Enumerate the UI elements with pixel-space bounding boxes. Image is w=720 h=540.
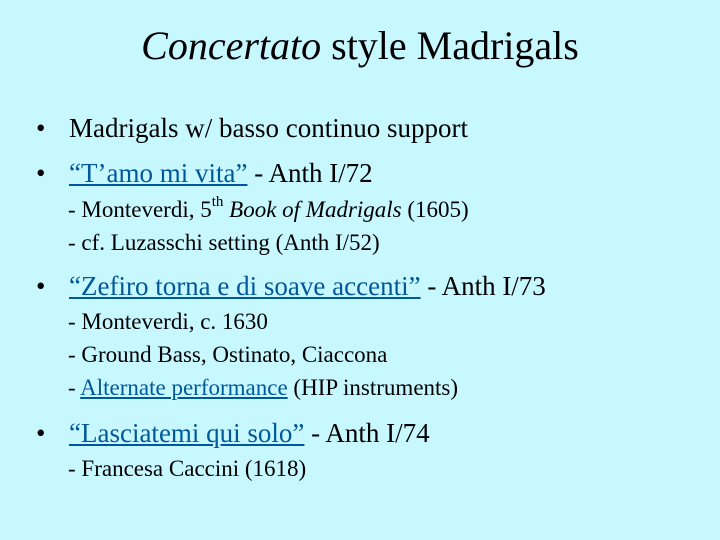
sub-item-luzasschi: [68, 228, 380, 258]
bullet-icon: •: [36, 418, 46, 448]
sub-text: - Francesa Caccini (1618): [68, 456, 307, 481]
sub-italic: Book of Madrigals: [223, 197, 402, 222]
sub-item-monteverdi-5th: [68, 195, 469, 225]
title-rest: style Madrigals: [321, 23, 579, 68]
bullet-icon: •: [36, 271, 46, 301]
bullet-text: - Anth I/74: [304, 418, 430, 448]
sub-text: - Monteverdi, c. 1630: [68, 309, 268, 334]
tamo-mi-vita-link[interactable]: “T’amo mi vita”: [69, 158, 248, 188]
zefiro-torna-link[interactable]: “Zefiro torna e di soave accenti”: [69, 271, 421, 301]
slide-title: [0, 22, 720, 70]
sub-item-monteverdi-1630: [68, 307, 268, 337]
sub-text: -: [68, 375, 81, 400]
alternate-performance-link[interactable]: Alternate performance: [80, 375, 288, 400]
sub-superscript: th: [211, 194, 224, 211]
sub-text: - Monteverdi, 5: [68, 197, 212, 222]
sub-item-caccini: [68, 454, 306, 484]
sub-item-ground-bass: [68, 340, 387, 370]
sub-text: (HIP instruments): [287, 375, 459, 400]
bullet-icon: •: [36, 158, 46, 188]
title-italic: Concertato: [141, 23, 322, 68]
bullet-item-lasciatemi: [36, 417, 430, 449]
bullet-item-zefiro: [36, 270, 546, 302]
bullet-item-tamo: [36, 157, 373, 189]
sub-text: - Ground Bass, Ostinato, Ciaccona: [68, 342, 388, 367]
bullet-icon: •: [36, 113, 46, 143]
sub-text: (1605): [401, 197, 469, 222]
lasciatemi-qui-solo-link[interactable]: “Lasciatemi qui solo”: [69, 418, 305, 448]
bullet-text: - Anth I/73: [420, 271, 546, 301]
bullet-text: Madrigals w/ basso continuo support: [69, 113, 468, 143]
bullet-text: - Anth I/72: [247, 158, 373, 188]
sub-text: - cf. Luzasschi setting (Anth I/52): [68, 230, 380, 255]
bullet-item-madrigals: [36, 112, 468, 144]
sub-item-alternate-performance: [68, 373, 458, 403]
